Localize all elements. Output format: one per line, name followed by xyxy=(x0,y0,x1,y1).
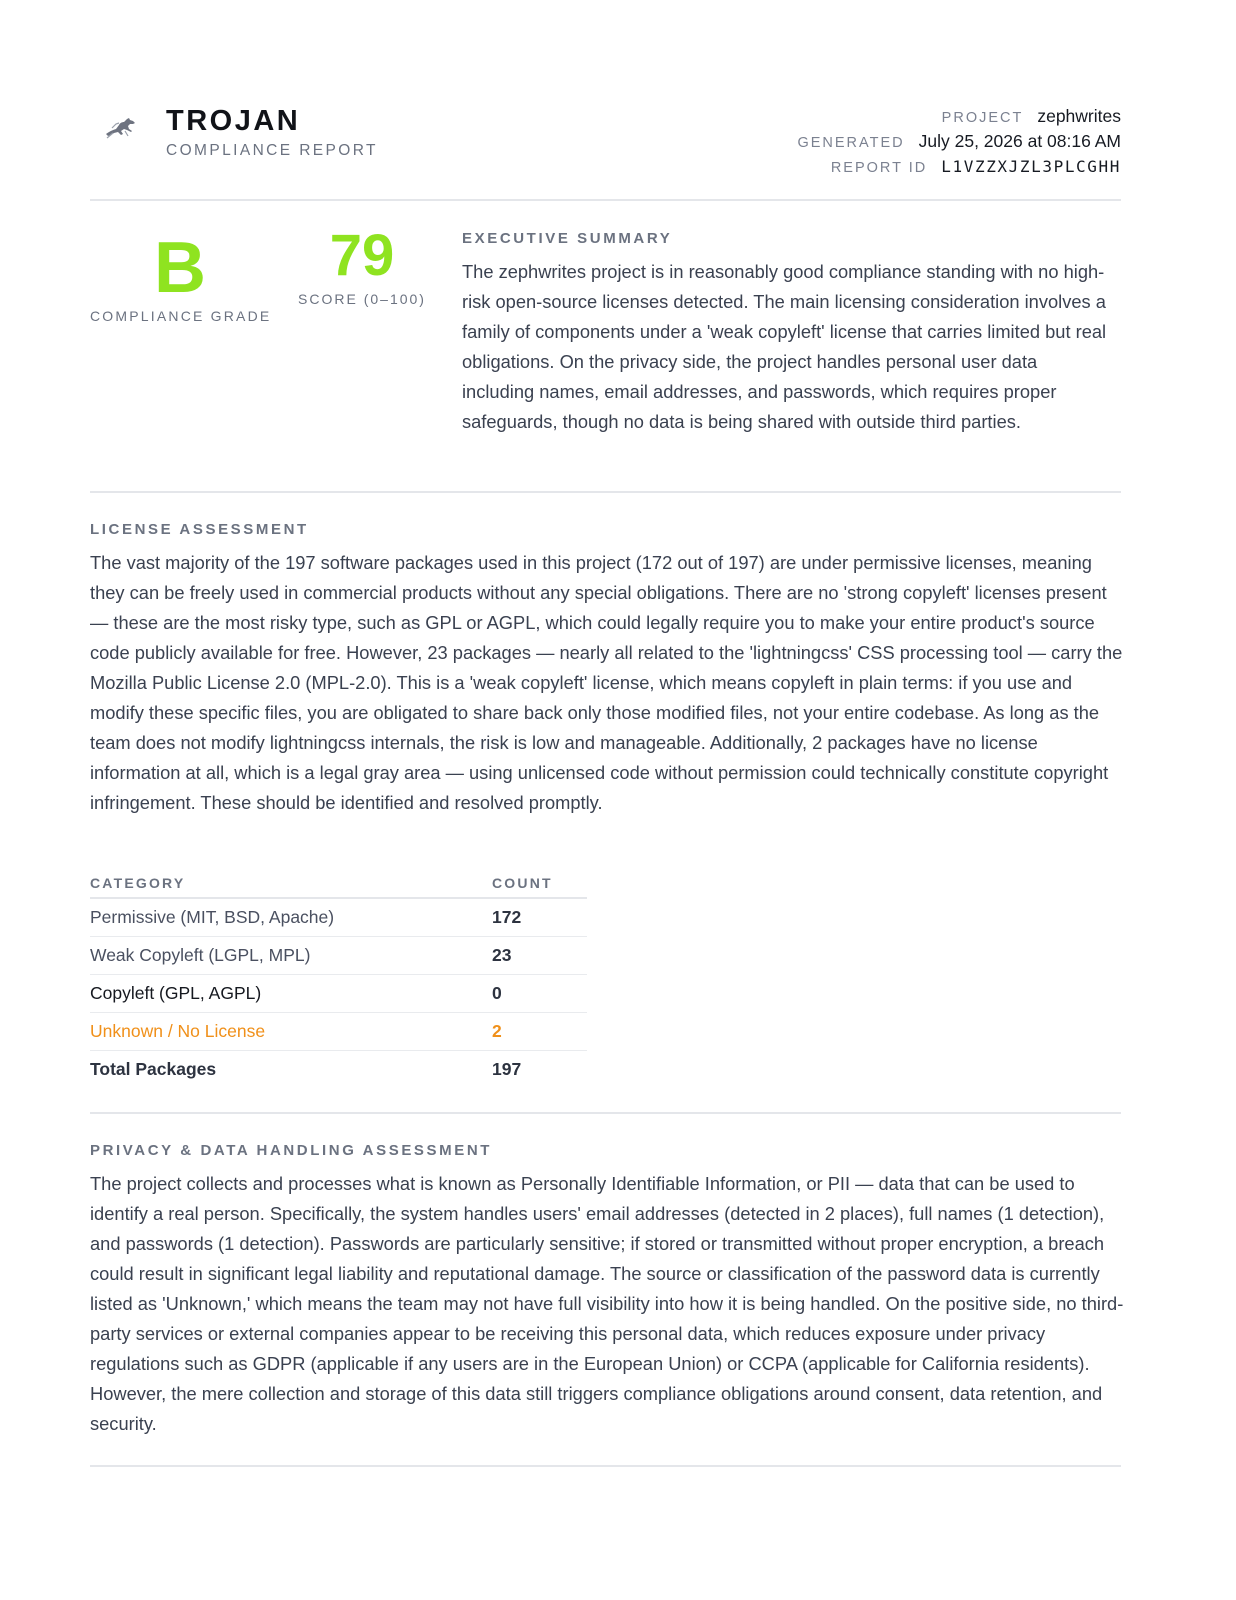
divider xyxy=(90,491,1121,493)
privacy-assessment xyxy=(90,1142,1130,1439)
report-meta xyxy=(797,104,1121,179)
category-cell-warning: Unknown / No License xyxy=(90,1013,492,1051)
table-row xyxy=(90,898,587,937)
meta-report-id-label: REPORT ID xyxy=(830,160,928,176)
brand-subtitle: COMPLIANCE REPORT xyxy=(166,142,378,159)
meta-project xyxy=(797,104,1121,129)
executive-summary xyxy=(462,230,1112,437)
column-header-count: COUNT xyxy=(492,868,587,898)
total-label-cell: Total Packages xyxy=(90,1059,217,1079)
count-cell: 23 xyxy=(492,937,587,975)
meta-generated-value: July 25, 2026 at 08:16 AM xyxy=(918,131,1121,151)
grade-block xyxy=(90,228,270,324)
table-row xyxy=(90,975,587,1013)
score-label: SCORE (0–100) xyxy=(298,291,426,307)
table-row xyxy=(90,937,587,975)
compliance-grade: B xyxy=(154,228,206,308)
report-header xyxy=(90,100,1121,180)
meta-report-id xyxy=(797,154,1121,179)
license-assessment xyxy=(90,521,1130,818)
count-cell-warning: 2 xyxy=(492,1013,587,1051)
executive-summary-text: The zephwrites project is in reasonably good compliance standing with no high-risk open-source licenses detected. The main licensing consideration involves a family of components under a 'weak copyleft' license that carries limited but real obligations. On the privacy side, the project handles personal user data including names, email addresses, and passwords, which requires proper safeguards, though no data is being shared with outside third parties. xyxy=(462,261,1107,432)
column-header-category: CATEGORY xyxy=(90,868,492,898)
compliance-grade-label: COMPLIANCE GRADE xyxy=(90,308,272,324)
category-cell: Copyleft (GPL, AGPL) xyxy=(90,975,492,1013)
meta-report-id-value: L1VZZXJZL3PLCGHH xyxy=(941,157,1121,176)
privacy-assessment-title: PRIVACY & DATA HANDLING ASSESSMENT xyxy=(90,1142,493,1159)
license-assessment-text: The vast majority of the 197 software packages used in this project (172 out of 197) are under permissive licenses, meaning they can be freely used in commercial products without any special obligations. There are no 'strong copyleft' licenses present — these are the most risky type, such as GPL or AGPL, which could legally require you to make your entire product's source code publicly available for free. However, 23 packages — nearly all related to the 'lightningcss' CSS processing tool — carry the Mozilla Public License 2.0 (MPL-2.0). This is a 'weak copyleft' license, which means copyleft in plain terms: if you use and modify these specific files, you are obligated to share back only those modified files, not your entire codebase. As long as the team does not modify lightningcss internals, the risk is low and manageable. Additionally, 2 packages have no license information at all, which is a legal gray area — using unlicensed code without permission could technically constitute copyright infringement. These should be identified and resolved promptly. xyxy=(90,552,1123,813)
table-row xyxy=(90,1013,587,1051)
category-cell: Permissive (MIT, BSD, Apache) xyxy=(90,898,492,937)
divider xyxy=(90,199,1121,201)
meta-project-label: PROJECT xyxy=(941,110,1024,126)
license-table xyxy=(90,868,587,1088)
horse-logo-icon xyxy=(104,114,138,140)
score-block xyxy=(297,224,427,307)
count-cell: 172 xyxy=(492,898,587,937)
meta-generated xyxy=(797,129,1121,154)
executive-summary-title: EXECUTIVE SUMMARY xyxy=(462,230,673,247)
category-cell: Weak Copyleft (LGPL, MPL) xyxy=(90,937,492,975)
divider xyxy=(90,1112,1121,1114)
total-count-cell: 197 xyxy=(492,1059,522,1079)
score-value: 79 xyxy=(329,223,395,288)
meta-generated-label: GENERATED xyxy=(797,135,905,151)
divider xyxy=(90,1465,1121,1467)
privacy-assessment-text: The project collects and processes what is known as Personally Identifiable Information, or PII — data that can be used to identify a real person. Specifically, the system handles users' email addresses (detected in 2 places), full names (1 detection), and passwords (1 detection). Passwords are particularly sensitive; if stored or transmitted without proper encryption, a breach could result in significant legal liability and reputational damage. The source or classification of the password data is currently listed as 'Unknown,' which means the team may not have full visibility into how it is being handled. On the positive side, no third-party services or external companies appear to be receiving this personal data, which reduces exposure under privacy regulations such as GDPR (applicable if any users are in the European Union) or CCPA (applicable for California residents). However, the mere collection and storage of this data still triggers compliance obligations around consent, data retention, and security. xyxy=(90,1173,1124,1434)
table-total-row xyxy=(90,1051,587,1089)
meta-project-value: zephwrites xyxy=(1037,106,1121,126)
license-assessment-title: LICENSE ASSESSMENT xyxy=(90,521,309,538)
brand-name: TROJAN xyxy=(166,105,301,137)
count-cell: 0 xyxy=(492,975,587,1013)
table-header-row xyxy=(90,868,587,898)
